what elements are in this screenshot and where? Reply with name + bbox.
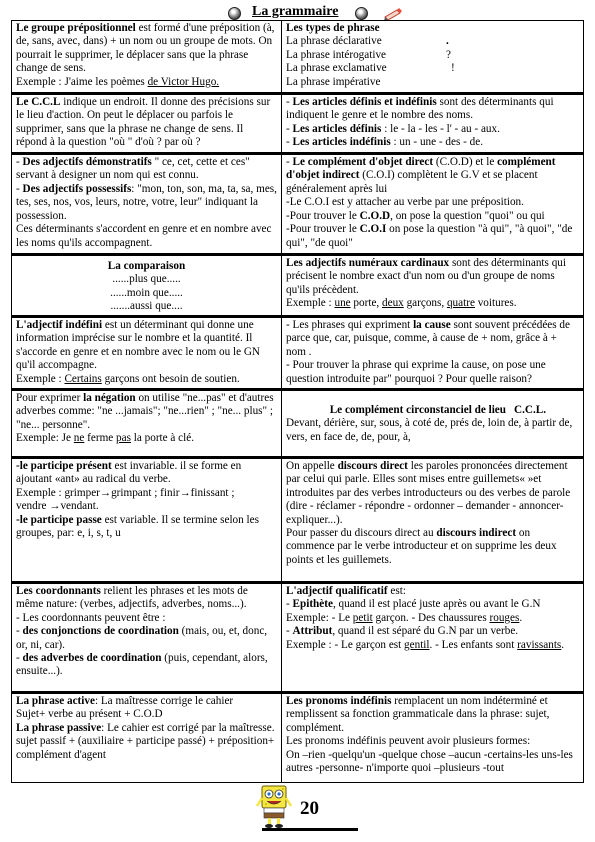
table-row bbox=[12, 94, 584, 154]
arrow-right-icon: → bbox=[99, 486, 112, 499]
page-title: La grammaire bbox=[252, 4, 339, 19]
arrow-right-icon: → bbox=[49, 500, 61, 513]
cell-ccl-lieu: Le complément circonstanciel de lieu C.C.L. Devant, dérière, sur, sous, à coté de, prés de, loin de, à partir de, vers, en face de, de, pour, à, bbox=[282, 389, 584, 457]
table-row bbox=[12, 316, 584, 389]
page-number: 20 bbox=[300, 798, 319, 819]
cell-negation: Pour exprimer la négation on utilise "ne...pas" et d'autres adverbes comme: "ne ...jamais"; "ne...rien" ; "ne... plus" ; "ne... personne". Exemple: Je ne ferme pas la porte à clé. bbox=[12, 389, 282, 457]
footer-rule bbox=[262, 828, 358, 831]
cell-complement-objet: - Le complément d'objet direct (C.O.D) et le complément d'objet indirect (C.O.I) complètent le G.V et se placent généralement après lui -Le C.O.I est y attacher au verbe par une préposition. -Pour trouver le C.O.D, on pose la question "quoi" ou qui -Pour trouver le C.O.I on pose la question "à qui", "à quoi", "de qui", "de quoi" bbox=[282, 154, 584, 255]
cell-coordonnants: Les coordonnants relient les phrases et les mots de même nature: (verbes, adjectifs, adverbes, noms...). - Les coordonnants peuvent être : - des conjonctions de coordination (mais, ou, et, donc, or, ni, car). - des adverbes de coordination (puis, cependant, alors, ensuite...). bbox=[12, 582, 282, 692]
table-row bbox=[12, 255, 584, 317]
cell-adjectif-qualificatif: L'adjectif qualificatif est: - Epithète, quand il est placé juste après ou avant le G.N Exemple: - Le petit garçon. - Des chaussures rouges. - Attribut, quand il est séparé du G.N par un verbe. Exemple : - Le garçon est gentil. - Les enfants sont ravissants. bbox=[282, 582, 584, 692]
table-row bbox=[12, 389, 584, 457]
table-row bbox=[12, 21, 584, 94]
heading-types-de-phrase: Les types de phrase bbox=[286, 22, 380, 34]
cell-cause: - Les phrases qui expriment la cause sont souvent précédées de parce que, car, puisque, comme, à cause de + nom, grâce à + nom . - Pour trouver la phrase qui exprime la cause, on pose une question introduite par" pourquoi ? Pour quelle raison? bbox=[282, 316, 584, 389]
term-groupe-prepositionnel: Le groupe prépositionnel bbox=[16, 22, 136, 34]
sponge-character-icon bbox=[256, 784, 292, 828]
cell-discours: On appelle discours direct les paroles prononcées directement par celui qui parle. Elles sont mises entre guillemets« »et introduites par des verbes introducteurs ou des verbes de parole (dire - réclamer - répondre - ordonner – demander - annoncer- expliquer...). Pour passer du discours direct au discours indirect on commence par le verbe introducteur et on supprime les deux points et les guillemets. bbox=[282, 457, 584, 582]
cell-pronoms-indefinis: Les pronoms indéfinis remplacent un nom indéterminé et remplissent sa fonction grammaticale dans la phrase: sujet, complément. Les pronoms indéfinis peuvent avoir plusieurs formes: On –rien -quelqu'un -quelque chose –aucun -certains-les uns-les autres -personne- n'importe quoi –plusieurs -tout bbox=[282, 692, 584, 782]
arrow-right-icon: → bbox=[179, 486, 191, 499]
cell-adjectifs-demonstratifs: - Des adjectifs démonstratifs " ce, cet, cette et ces" servant à designer un nom qui est connu. - Des adjectifs possessifs: "mon, ton, son, ma, ta, sa, mes, tes, ses, nos, vos, leurs, notre, votre, leur" indiquant la possession. Ces déterminants s'accordent en genre et en nombre avec les noms qu'ils accompagnent. bbox=[12, 154, 282, 255]
cell-types-de-phrase: Les types de phrase La phrase déclarative . La phrase intérogative ? La phrase exclamative ! La phrase impérative bbox=[282, 21, 584, 94]
cell-adjectif-indefini: L'adjectif indéfini est un déterminant qui donne une information imprécise sur le nombre et la quantité. Il s'accorde en genre et en nombre avec le nom ou le GN qu'il accompagne. Exemple : Certains garçons ont besoin de soutien. bbox=[12, 316, 282, 389]
table-row bbox=[12, 582, 584, 692]
cell-groupe-prepositionnel: Le groupe prépositionnel est formé d'une préposition (à, de, sans, avec, dans) + un nom ou un groupe de mots. On pourrait le supprimer, le déplacer sans que la phrase change de sens. Exemple : J'aime les poèmes de Victor Hugo. bbox=[12, 21, 282, 94]
table-row bbox=[12, 154, 584, 255]
table-row bbox=[12, 692, 584, 782]
table-row bbox=[12, 457, 584, 582]
heading-comparaison: La comparaison bbox=[107, 260, 186, 272]
cell-phrase-active-passive: La phrase active: La maîtresse corrige le cahier Sujet+ verbe au présent + C.O.D La phrase passive: Le cahier est corrigé par la maîtresse. sujet passif + (auxiliaire + participe passé) + préposition+ complément d'agent bbox=[12, 692, 282, 782]
sphere-bullet-icon bbox=[228, 7, 241, 20]
page-footer bbox=[0, 784, 595, 836]
cell-comparaison: La comparaison ......plus que..... ......moin que..... .......aussi que.... bbox=[12, 255, 282, 317]
cell-participe: -le participe présent est invariable. il se forme en ajoutant «ant» au radical du verbe. Exemple : grimper→grimpant ; finir→finissant ; vendre →vendant. -le participe passe est variable. Il se termine selon les groupes, par: e, i, s, t, u bbox=[12, 457, 282, 582]
grammar-table bbox=[11, 20, 584, 783]
cell-articles: - Les articles définis et indéfinis sont des déterminants qui indiquent le genre et le nombre des noms. - Les articles définis : le - la - les - l' - au - aux. - Les articles indéfinis : un - une - des - de. bbox=[282, 94, 584, 154]
sphere-bullet-icon bbox=[355, 7, 368, 20]
cell-adjectifs-numeraux: Les adjectifs numéraux cardinaux sont des déterminants qui précisent le nombre exact d'un nom ou d'un groupe de noms qu'ils précèdent. Exemple : une porte, deux garçons, quatre voitures. bbox=[282, 255, 584, 317]
cell-ccl: Le C.C.L indique un endroit. Il donne des précisions sur le lieu d'action. On peut le déplacer ou parfois le supprimer, sans que la phrase ne change de sens. Il répond à la question "où " d'où ? par où ? bbox=[12, 94, 282, 154]
